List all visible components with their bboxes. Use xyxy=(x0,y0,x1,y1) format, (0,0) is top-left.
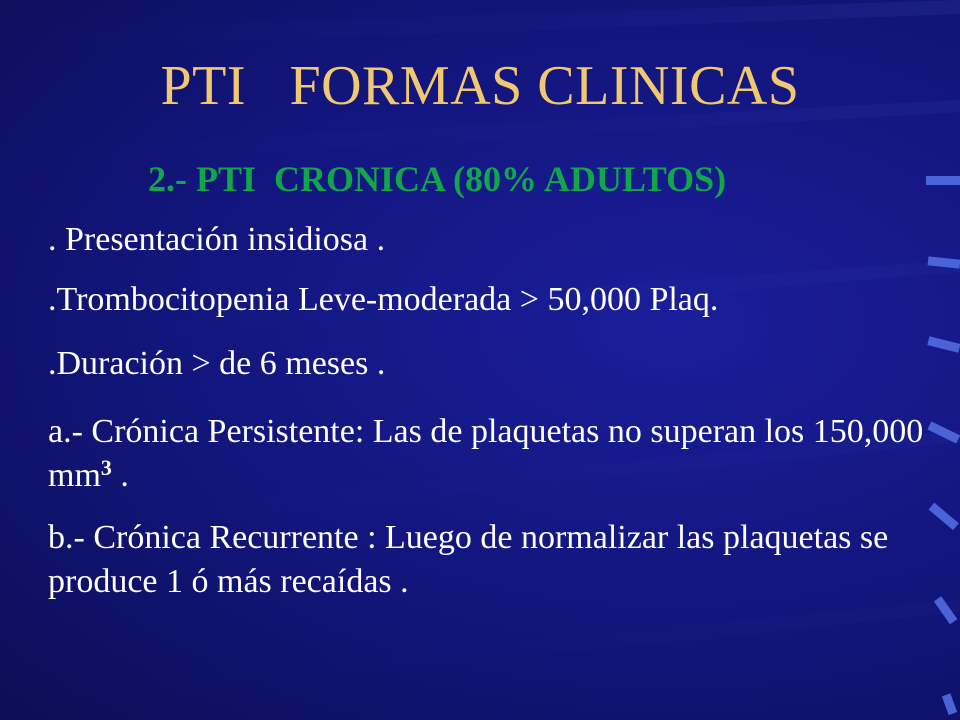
item-a-chronic-persistent xyxy=(48,410,928,498)
item-b-chronic-recurrent: b.- Crónica Recurrente : Luego de normalizar las plaquetas se produce 1 ó más recaídas . xyxy=(48,519,889,600)
item-a-text: a.- Crónica Persistente: Las de plaquetas no superan los 150,000 mm xyxy=(48,413,924,494)
slide-title: PTI FORMAS CLINICAS xyxy=(160,55,800,117)
right-edge-marks xyxy=(926,176,960,715)
bullet-duration: .Duración > de 6 meses . xyxy=(48,345,386,382)
bullet-presentation: . Presentación insidiosa . xyxy=(48,221,386,258)
item-a-exponent: 3 xyxy=(100,455,112,480)
slide-subtitle: 2.- PTI CRONICA (80% ADULTOS) xyxy=(148,159,727,199)
item-a-suffix: . xyxy=(111,457,129,494)
bullet-thrombocytopenia: .Trombocitopenia Leve-moderada > 50,000 Plaq. xyxy=(48,281,719,318)
